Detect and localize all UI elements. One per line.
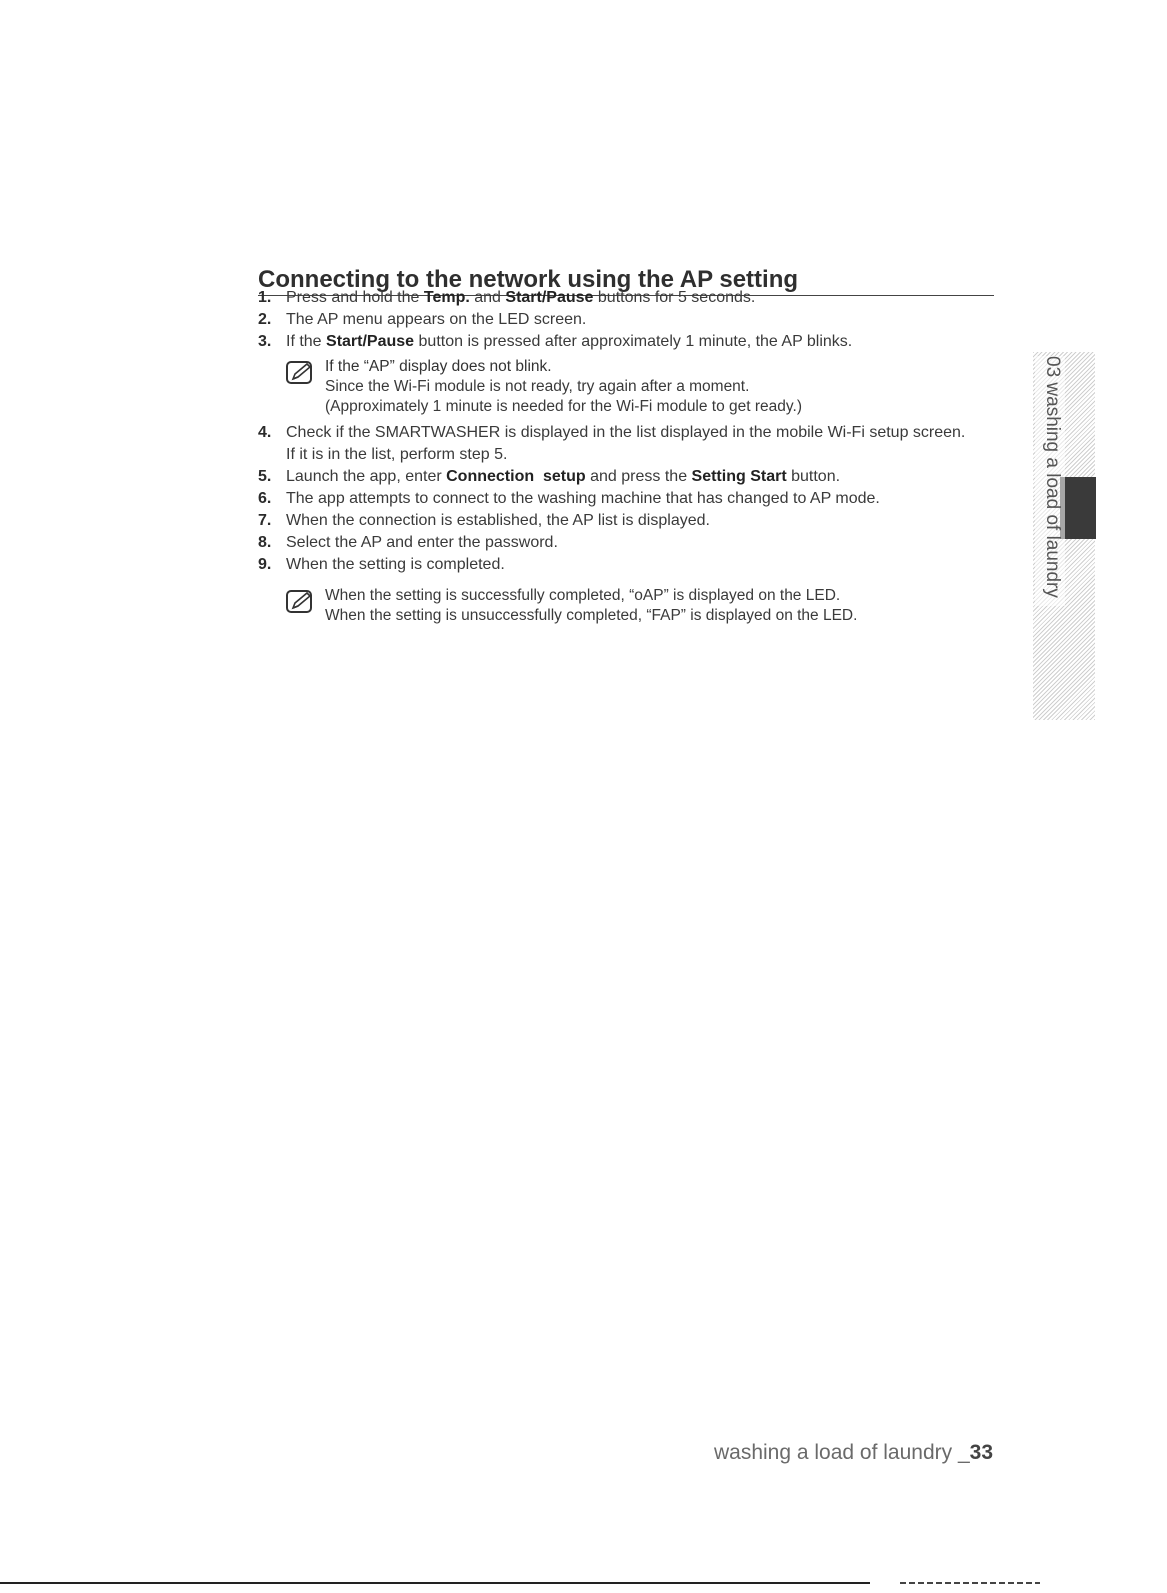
step-5 [258,466,978,488]
note-line: (Approximately 1 minute is needed for the Wi-Fi module to get ready.) [325,398,802,415]
page-footer [714,1441,993,1465]
note-pencil-icon [285,359,315,387]
bottom-rule [0,1582,870,1584]
button-name-setting-start: Setting Start [691,468,787,485]
step-text: Check if the SMARTWASHER is displayed in the list displayed in the mobile Wi-Fi setup screen. If it is in the list, perform step 5. [286,424,966,463]
page-title: Connecting to the network using the AP setting [258,266,994,296]
note-line: Since the Wi-Fi module is not ready, try again after a moment. [325,378,750,395]
step-number: 4. [258,424,272,441]
step-text: Select the AP and enter the password. [286,534,558,551]
step-number: 3. [258,333,272,350]
step-text: When the setting is completed. [286,556,505,573]
step-text: Press and hold the [286,289,424,306]
step-text: The app attempts to connect to the washing machine that has changed to AP mode. [286,490,880,507]
step-text: and press the [585,468,692,485]
step-text: button is pressed after approximately 1 minute, the AP blinks. [414,333,853,350]
step-3 [258,331,978,353]
side-tab-label: 03 washing a load of laundry [1035,356,1065,606]
note-ap-not-blinking [258,357,978,417]
step-number: 6. [258,490,272,507]
menu-name-connection-setup: Connection setup [446,468,586,485]
step-text: and [469,289,506,306]
step-4 [258,422,978,466]
button-name-temp: Temp. [423,289,470,306]
step-2 [258,309,978,331]
step-number: 8. [258,534,272,551]
step-number: 5. [258,468,272,485]
step-number: 9. [258,556,272,573]
button-name-start-pause: Start/Pause [505,289,594,306]
step-text: button. [786,468,841,485]
step-9 [258,554,978,576]
side-tab-marker [1060,477,1096,539]
step-number: 7. [258,512,272,529]
step-text: Launch the app, enter [286,468,447,485]
note-setting-result [258,586,978,626]
note-title: If the “AP” display does not blink. [325,358,552,375]
step-text: The AP menu appears on the LED screen. [286,311,587,328]
note-pencil-icon [285,588,315,616]
step-text: buttons for 5 seconds. [593,289,756,306]
button-name-start-pause: Start/Pause [326,333,415,350]
note-line: When the setting is unsuccessfully completed, “FAP” is displayed on the LED. [325,607,858,624]
page-number: 33 [969,1441,993,1464]
bottom-crop-marks [900,1582,1040,1584]
note-line: When the setting is successfully completed, “oAP” is displayed on the LED. [325,587,841,604]
chapter-side-tab [1015,352,1095,722]
footer-text: washing a load of laundry _ [713,1441,970,1464]
step-1 [258,287,978,309]
step-number: 1. [258,289,272,306]
step-list [258,287,978,631]
step-7 [258,510,978,532]
step-text: When the connection is established, the AP list is displayed. [286,512,710,529]
step-number: 2. [258,311,272,328]
step-8 [258,532,978,554]
step-text: If the [286,333,327,350]
step-6 [258,488,978,510]
